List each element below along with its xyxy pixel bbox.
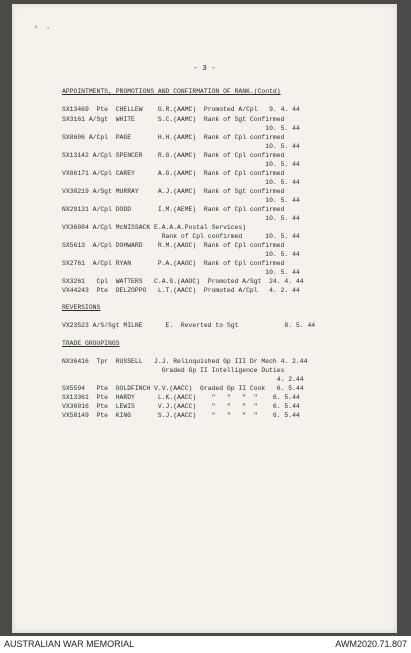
record-date-line: 10. 5. 44 — [62, 197, 300, 204]
record-line: VX58149 Pte KING S.J.(AACC) " " " " 6. 5.44 — [62, 412, 300, 419]
record-line: SX2761 A/Cpl RYAN P.A.(AAOC) Rank of Cpl confirmed — [62, 260, 285, 267]
record-line: SX13361 Pte HARDY L.K.(AACC) " " " " 6. 5.44 — [62, 394, 300, 401]
record-line: SX13142 A/Cpl SPENCER R.G.(AAMC) Rank of Cpl confirmed — [62, 152, 285, 159]
record-date-line: 10. 5. 44 — [62, 215, 300, 222]
record-line: NX36416 Tpr RUSSELL J.J. Relinquished Gp III Dr Mech 4. 2.44 — [62, 358, 308, 365]
record-date-line: 10. 5. 44 — [62, 179, 300, 186]
record-line: VX23523 A/S/Sgt MILNE E. Reverted to Sgt 8. 5. 44 — [62, 322, 316, 329]
corner-mark: ‘ . — [33, 22, 53, 35]
record-line: VX86171 A/Cpl CAREY A.G.(AAMC) Rank of Cpl confirmed — [62, 170, 285, 177]
record-line: Graded Gp II Intelligence Duties — [62, 367, 285, 374]
record-date-line: 4. 2.44 — [62, 376, 304, 383]
heading-trade-groupings: TRADE GROUPINGS — [62, 340, 120, 347]
record-line: SX13469 Pte CHELLEW G.R.(AAMC) Promoted A/Cpl 9. 4. 44 — [62, 106, 300, 113]
footer-left-label: AUSTRALIAN WAR MEMORIAL — [4, 639, 135, 649]
document-page — [12, 4, 397, 633]
record-line: VX44243 Pte DELZOPPO L.T.(AACC) Promoted A/Cpl 4. 2. 44 — [62, 287, 300, 294]
record-date-line: 10. 5. 44 — [62, 143, 300, 150]
record-date-line: 10. 5. 44 — [62, 251, 300, 258]
record-line: SX3261 Cpl WATTERS C.A.G.(AAOC) Promoted A/Sgt 24. 4. 44 — [62, 278, 304, 285]
record-line: SX5594 Pte GOLDFINCH V.V.(AACC) Graded Gp II Cook 6. 5.44 — [62, 385, 304, 392]
record-date-line: 10. 5. 44 — [62, 269, 300, 276]
record-date-line: 10. 5. 44 — [62, 161, 300, 168]
record-line: NX29131 A/Cpl DODD I.M.(AEME) Rank of Cpl confirmed — [62, 206, 285, 213]
record-line: VX36016 Pte LEWIS V.J.(AACC) " " " " 6. 5.44 — [62, 403, 300, 410]
record-line: SX5613 A/Cpl DOHWARD R.M.(AAOC) Rank of Cpl confirmed — [62, 242, 285, 249]
record-line: VX38219 A/Sgt MURRAY A.J.(AAMC) Rank of Sgt confirmed — [62, 188, 285, 195]
heading-reversions: REVERSIONS — [62, 304, 101, 311]
record-date-line: Rank of Cpl confirmed 10. 5. 44 — [62, 233, 300, 240]
page-number: - 3 - — [193, 65, 216, 73]
footer-right-label: AWM2020.71.807 — [335, 639, 407, 649]
footer-bar — [0, 636, 411, 653]
record-line: VX36084 A/Cpl McNISSACK E.A.A.A.Postal Services) — [62, 224, 247, 231]
record-line: SX3161 A/Sgt WHITE S.C.(AAMC) Rank of Sgt Confirmed — [62, 116, 285, 123]
record-date-line: 10. 5. 44 — [62, 125, 300, 132]
heading-appointments: APPOINTMENTS, PROMOTIONS AND CONFIRMATION OF RANK.(Contd) — [62, 88, 281, 95]
record-line: SX8606 A/Cpl PAGE H.H.(AAMC) Rank of Cpl confirmed — [62, 134, 285, 141]
